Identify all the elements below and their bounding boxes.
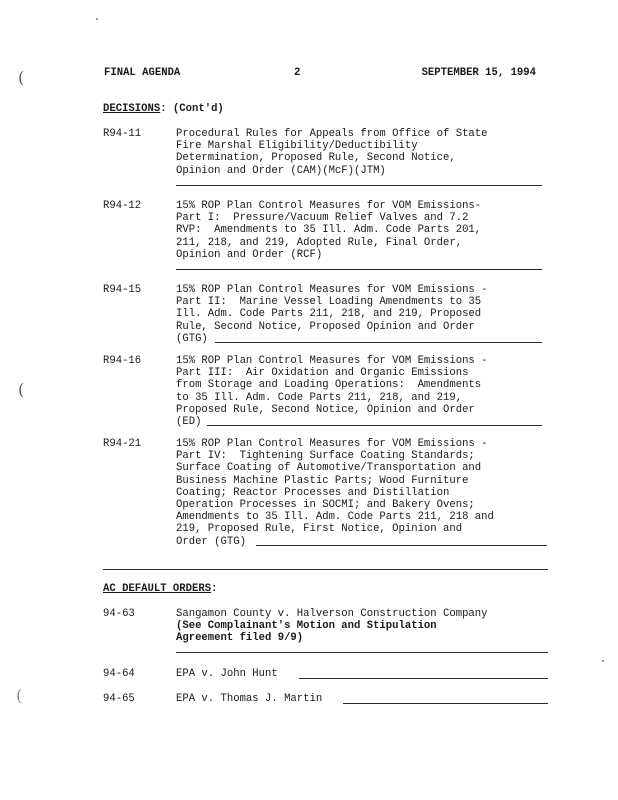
decisions-suffix: : (Cont'd): [160, 103, 224, 115]
item-number: R94-16: [103, 355, 142, 367]
agenda-item-r94-16: [103, 355, 548, 429]
item-number: R94-12: [103, 200, 142, 212]
signature-line: [176, 269, 542, 270]
item-description: Sangamon County v. Halverson Construction Company: [176, 608, 488, 620]
agenda-item-r94-15: [103, 284, 548, 346]
ac-default-title: AC DEFAULT ORDERS: [103, 583, 212, 595]
header-date: SEPTEMBER 15, 1994: [421, 67, 536, 79]
scan-artifact-dot: [96, 18, 98, 20]
ac-default-suffix: :: [211, 583, 218, 595]
signature-line: [176, 652, 548, 653]
decisions-title: DECISIONS: [103, 103, 161, 115]
signature-line: [207, 425, 542, 426]
signature-line: [256, 545, 547, 546]
agenda-item-r94-12: [103, 200, 548, 272]
item-note: (See Complainant's Motion and Stipulation Agreement filed 9/9): [176, 620, 437, 645]
item-description: EPA v. Thomas J. Martin: [176, 693, 323, 705]
signature-line: [176, 185, 542, 186]
item-description: 15% ROP Plan Control Measures for VOM Emissions - Part IV: Tightening Surface Coating Standards; Surface Coating of Automotive/Transportation and Business Machine Plastic Parts; Wood Furniture Coating; Reactor Processes and Distillation Operation Processes in SOCMI; and Bakery Ovens; Amendments to 35 Ill. Adm. Code Parts 211, 218 and 219, Proposed Rule, First Notice, Opinion and Order (GTG): [176, 438, 494, 548]
signature-line: [343, 703, 548, 704]
decisions-heading: [103, 103, 224, 115]
scan-artifact-mark: (: [18, 380, 25, 399]
agenda-item-94-65: [103, 693, 548, 707]
scan-artifact-dot: [602, 660, 604, 662]
scan-artifact-mark: (: [16, 686, 23, 705]
section-divider: [103, 569, 548, 570]
item-number: R94-15: [103, 284, 142, 296]
item-number: 94-64: [103, 668, 135, 680]
item-description: 15% ROP Plan Control Measures for VOM Emissions- Part I: Pressure/Vacuum Relief Valves and 7.2 RVP: Amendments to 35 Ill. Adm. Code Parts 201, 211, 218, and 219, Adopted Rule, Final Order, Opinion and Order (RCF): [176, 200, 482, 261]
scan-artifact-mark: (: [18, 68, 25, 87]
page-number: 2: [294, 67, 301, 79]
item-number: R94-21: [103, 438, 142, 450]
signature-line: [215, 342, 542, 343]
item-description: 15% ROP Plan Control Measures for VOM Emissions - Part II: Marine Vessel Loading Amendments to 35 Ill. Adm. Code Parts 211, 218, and 219, Proposed Rule, Second Notice, Proposed Opinion and Order (GTG): [176, 284, 488, 345]
item-description: 15% ROP Plan Control Measures for VOM Emissions - Part III: Air Oxidation and Organic Emissions from Storage and Loading Operations: Amendments to 35 Ill. Adm. Code Parts 211, 218, and 219, Proposed Rule, Second Notice, Opinion and Order (ED): [176, 355, 488, 429]
signature-line: [299, 678, 548, 679]
item-description: Procedural Rules for Appeals from Office of State Fire Marshal Eligibility/Deductibility Determination, Proposed Rule, Second Notice, Opinion and Order (CAM)(McF)(JTM): [176, 128, 488, 177]
page-header: [104, 67, 536, 81]
ac-default-heading: [103, 583, 217, 595]
item-number: R94-11: [103, 128, 142, 140]
header-title: FINAL AGENDA: [104, 67, 181, 79]
item-number: 94-65: [103, 693, 135, 705]
agenda-item-94-63: [103, 608, 548, 654]
agenda-item-94-64: [103, 668, 548, 682]
agenda-item-r94-21: [103, 438, 548, 550]
item-description: EPA v. John Hunt: [176, 668, 278, 680]
item-number: 94-63: [103, 608, 135, 620]
agenda-item-r94-11: [103, 128, 548, 190]
